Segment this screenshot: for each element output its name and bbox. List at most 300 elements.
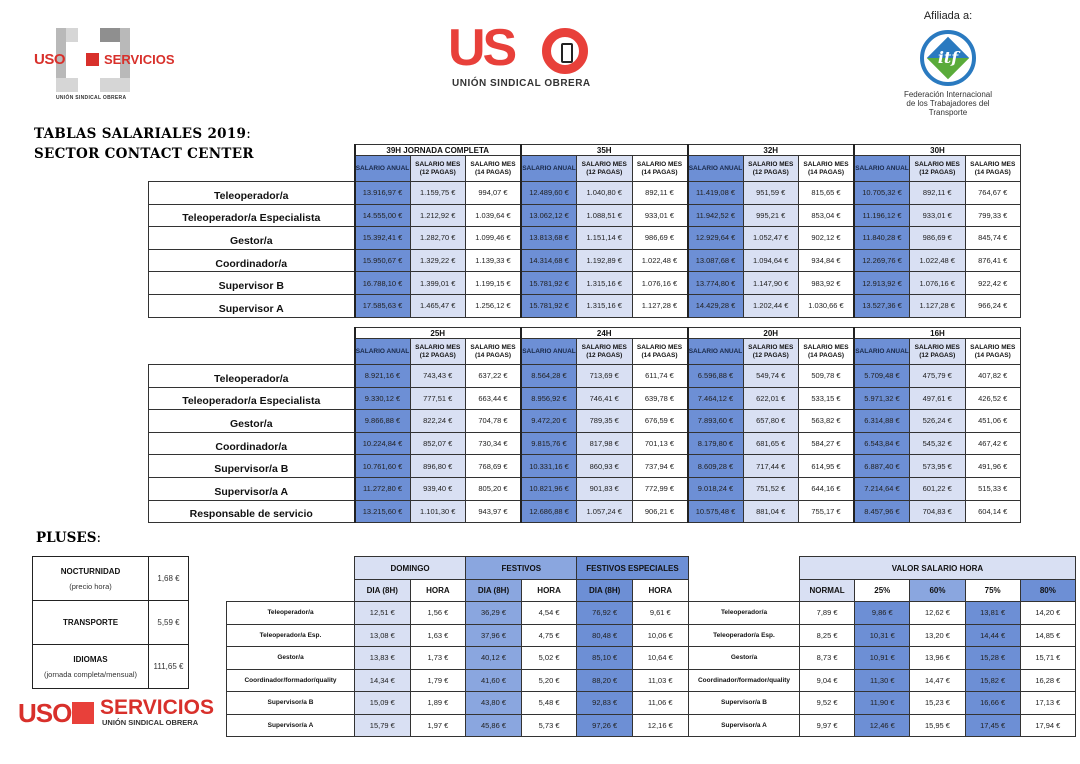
role-label: Gestor/a [227,647,355,670]
hourly-cell: 17,13 € [1020,692,1075,715]
logo-uso-wordmark: US [448,19,515,77]
logo-servicios-text: SERVICIOS [104,52,175,67]
column-header-anual: SALARIO ANUAL [521,339,577,365]
column-header-mes12: SALARIO MES (12 PAGAS) [577,156,633,182]
salary-cell: 11.942,52 € [688,204,744,227]
table-row [227,624,689,647]
column-header-anual: SALARIO ANUAL [688,339,744,365]
salary-cell: 1.076,16 € [632,272,688,295]
salary-cell: 584,27 € [799,432,855,455]
salary-cell: 14.555,00 € [355,204,411,227]
pay-cell: 40,12 € [466,647,522,670]
salary-cell: 7.214,64 € [854,477,910,500]
salary-cell: 901,83 € [577,477,633,500]
salary-cell: 906,21 € [632,500,688,523]
pay-cell: 9,61 € [632,602,688,625]
salary-cell: 10.331,16 € [521,455,577,478]
salary-cell: 737,94 € [632,455,688,478]
pay-cell: 10,06 € [632,624,688,647]
salary-cell: 611,74 € [632,365,688,388]
salary-cell: 545,32 € [910,432,966,455]
salary-cell: 845,74 € [965,227,1021,250]
uso-servicios-footer-logo [18,698,218,734]
pay-cell: 14,34 € [355,669,411,692]
salary-cell: 11.840,28 € [854,227,910,250]
column-header-mes14: SALARIO MES (14 PAGAS) [632,156,688,182]
salary-cell: 983,92 € [799,272,855,295]
salary-cell: 1.151,14 € [577,227,633,250]
hourly-cell: 15,82 € [965,669,1020,692]
pay-cell: 5,48 € [521,692,577,715]
uso-main-logo [446,19,596,92]
hourly-cell: 15,28 € [965,647,1020,670]
plus-row-transporte [33,601,189,645]
hourly-cell: 15,23 € [910,692,965,715]
group-header: 24H [521,328,688,339]
salary-cell: 15.781,92 € [521,272,577,295]
salary-cell: 853,04 € [799,204,855,227]
hourly-cell: 9,97 € [800,714,855,737]
group-header-valor-salario-hora: VALOR SALARIO HORA [800,557,1076,580]
hourly-cell: 16,66 € [965,692,1020,715]
column-header-mes14: SALARIO MES (14 PAGAS) [466,156,522,182]
salary-cell: 1.315,16 € [577,272,633,295]
salary-cell: 10.761,60 € [355,455,411,478]
title-line-1: TABLAS SALARIALES 2019 [34,126,247,142]
subheader: 80% [1020,580,1075,602]
logo-square [56,78,78,92]
salary-cell: 704,78 € [466,410,522,433]
hourly-cell: 11,90 € [855,692,910,715]
salary-cell: 995,21 € [743,204,799,227]
salary-cell: 12.913,92 € [854,272,910,295]
salary-cell: 1.399,01 € [410,272,466,295]
logo-servicios-text: SERVICIOS [100,696,214,719]
role-label: Supervisor/a B [227,692,355,715]
salary-cell: 1.159,75 € [410,182,466,205]
group-header: 39H JORNADA COMPLETA [355,145,522,156]
salary-cell: 11.272,80 € [355,477,411,500]
salary-cell: 6.543,84 € [854,432,910,455]
salary-cell: 1.099,46 € [466,227,522,250]
table-row [689,669,1076,692]
role-label: Supervisor/a A [689,714,800,737]
salary-cell: 8.457,96 € [854,500,910,523]
salary-cell: 1.199,15 € [466,272,522,295]
salary-cell: 986,69 € [632,227,688,250]
salary-cell: 902,12 € [799,227,855,250]
column-header-anual: SALARIO ANUAL [854,339,910,365]
salary-cell: 6.314,88 € [854,410,910,433]
salary-cell: 14.314,68 € [521,249,577,272]
salary-cell: 8.921,16 € [355,365,411,388]
salary-cell: 676,59 € [632,410,688,433]
pay-cell: 12,51 € [355,602,411,625]
group-header: 25H [355,328,522,339]
pay-cell: 1,79 € [410,669,466,692]
plus-row-idiomas [33,645,189,689]
subheader: 25% [855,580,910,602]
salary-cell: 639,78 € [632,387,688,410]
column-header-mes12: SALARIO MES (12 PAGAS) [743,156,799,182]
subheader: HORA [632,580,688,602]
salary-cell: 1.127,28 € [910,294,966,317]
salary-cell: 681,65 € [743,432,799,455]
salary-cell: 939,40 € [410,477,466,500]
salary-cell: 13.062,12 € [521,204,577,227]
salary-cell: 717,44 € [743,455,799,478]
salary-cell: 1.101,30 € [410,500,466,523]
salary-cell: 881,04 € [743,500,799,523]
salary-cell: 11.419,08 € [688,182,744,205]
pay-cell: 4,54 € [521,602,577,625]
group-header: 32H [688,145,855,156]
pay-cell: 1,73 € [410,647,466,670]
logo-subtitle: UNIÓN SINDICAL OBRERA [452,78,591,89]
salary-cell: 7.464,12 € [688,387,744,410]
pay-cell: 15,09 € [355,692,411,715]
table-row [689,714,1076,737]
salary-cell: 730,34 € [466,432,522,455]
subheader: HORA [521,580,577,602]
salary-cell: 8.609,28 € [688,455,744,478]
page-title: TABLAS SALARIALES 2019: SECTOR CONTACT CENTER [34,126,254,162]
pay-cell: 1,97 € [410,714,466,737]
pay-cell: 41,60 € [466,669,522,692]
salary-cell: 1.040,80 € [577,182,633,205]
salary-cell: 467,42 € [965,432,1021,455]
salary-cell: 1.192,89 € [577,249,633,272]
pay-cell: 11,06 € [632,692,688,715]
subheader: DIA (8H) [466,580,522,602]
salary-cell: 11.196,12 € [854,204,910,227]
salary-cell: 896,80 € [410,455,466,478]
salary-cell: 14.429,28 € [688,294,744,317]
salary-cell: 12.686,88 € [521,500,577,523]
role-label: Supervisor B [149,272,355,295]
subheader: 60% [910,580,965,602]
salary-cell: 817,98 € [577,432,633,455]
pay-cell: 45,86 € [466,714,522,737]
salary-cell: 13.087,68 € [688,249,744,272]
pay-cell: 1,63 € [410,624,466,647]
logo-subtitle: UNIÓN SINDICAL OBRERA [102,718,199,727]
itf-logo-icon: itf [920,30,976,86]
hourly-cell: 13,20 € [910,624,965,647]
subheader: NORMAL [800,580,855,602]
salary-cell: 1.076,16 € [910,272,966,295]
hourly-cell: 17,94 € [1020,714,1075,737]
salary-cell: 876,41 € [965,249,1021,272]
hourly-cell: 15,71 € [1020,647,1075,670]
group-header: 20H [688,328,855,339]
plus-row-nocturnidad [33,557,189,601]
pay-cell: 5,02 € [521,647,577,670]
salary-cell: 10.821,96 € [521,477,577,500]
group-header-domingo: DOMINGO [355,557,466,580]
salary-cell: 743,43 € [410,365,466,388]
salary-cell: 9.472,20 € [521,410,577,433]
hourly-cell: 9,04 € [800,669,855,692]
salary-cell: 1.052,47 € [743,227,799,250]
salary-cell: 604,14 € [965,500,1021,523]
pay-cell: 97,26 € [577,714,633,737]
salary-cell: 15.950,67 € [355,249,411,272]
role-label: Gestor/a [149,227,355,250]
salary-cell: 1.022,48 € [632,249,688,272]
salary-cell: 1.022,48 € [910,249,966,272]
role-label: Coordinador/a [149,432,355,455]
column-header-anual: SALARIO ANUAL [355,156,411,182]
salary-cell: 573,95 € [910,455,966,478]
salary-cell: 7.893,60 € [688,410,744,433]
salary-cell: 777,51 € [410,387,466,410]
subheader: 75% [965,580,1020,602]
salary-cell: 8.179,80 € [688,432,744,455]
group-header: 16H [854,328,1021,339]
group-header: 30H [854,145,1021,156]
table-row [149,477,1021,500]
salary-table-part-time [148,327,1021,523]
salary-cell: 1.057,24 € [577,500,633,523]
table-row [689,647,1076,670]
salary-cell: 614,95 € [799,455,855,478]
salary-cell: 951,59 € [743,182,799,205]
pay-cell: 76,92 € [577,602,633,625]
subheader: DIA (8H) [355,580,411,602]
table-row [149,500,1021,523]
column-header-mes14: SALARIO MES (14 PAGAS) [632,339,688,365]
salary-cell: 922,42 € [965,272,1021,295]
salary-cell: 644,16 € [799,477,855,500]
salary-cell: 5.709,48 € [854,365,910,388]
salary-cell: 10.224,84 € [355,432,411,455]
salary-cell: 1.212,92 € [410,204,466,227]
salary-cell: 12.929,64 € [688,227,744,250]
plus-value: 5,59 € [149,601,189,645]
salary-cell: 663,44 € [466,387,522,410]
uso-servicios-logo [30,28,175,104]
salary-cell: 772,99 € [632,477,688,500]
hourly-cell: 14,44 € [965,624,1020,647]
group-header: 35H [521,145,688,156]
salary-cell: 622,01 € [743,387,799,410]
pay-cell: 88,20 € [577,669,633,692]
pay-cell: 80,48 € [577,624,633,647]
salary-cell: 426,52 € [965,387,1021,410]
salary-cell: 15.392,41 € [355,227,411,250]
hourly-cell: 11,30 € [855,669,910,692]
table-row [149,204,1021,227]
salary-cell: 1.315,16 € [577,294,633,317]
column-header-mes14: SALARIO MES (14 PAGAS) [799,156,855,182]
plus-name: NOCTURNIDAD [60,566,121,576]
hourly-cell: 10,91 € [855,647,910,670]
table-row [149,249,1021,272]
salary-cell: 16.788,10 € [355,272,411,295]
salary-cell: 13.916,97 € [355,182,411,205]
role-label: Teleoperador/a Esp. [227,624,355,647]
pay-cell: 13,08 € [355,624,411,647]
hourly-cell: 8,25 € [800,624,855,647]
pay-cell: 5,20 € [521,669,577,692]
role-label: Teleoperador/a [149,365,355,388]
salary-cell: 860,93 € [577,455,633,478]
salary-cell: 1.465,47 € [410,294,466,317]
plus-note: (jornada completa/mensual) [44,669,137,679]
salary-cell: 1.256,12 € [466,294,522,317]
salary-cell: 755,17 € [799,500,855,523]
group-header-festivos: FESTIVOS [466,557,577,580]
salary-cell: 8.564,28 € [521,365,577,388]
column-header-mes12: SALARIO MES (12 PAGAS) [910,339,966,365]
salary-cell: 12.269,76 € [854,249,910,272]
itf-caption: Federación Internacional de los Trabajadores del Transporte [903,90,993,117]
column-header-mes14: SALARIO MES (14 PAGAS) [965,156,1021,182]
salary-cell: 497,61 € [910,387,966,410]
salary-cell: 713,69 € [577,365,633,388]
pay-cell: 10,64 € [632,647,688,670]
salary-cell: 13.774,80 € [688,272,744,295]
salary-table-full-time [148,144,1021,318]
pay-cell: 43,80 € [466,692,522,715]
salary-cell: 9.018,24 € [688,477,744,500]
pluses-title: PLUSES: [36,530,102,546]
plus-name: TRANSPORTE [62,618,119,627]
hourly-cell: 10,31 € [855,624,910,647]
hourly-cell: 8,73 € [800,647,855,670]
salary-cell: 746,41 € [577,387,633,410]
logo-fist-ring-icon [542,28,588,74]
column-header-mes14: SALARIO MES (14 PAGAS) [466,339,522,365]
salary-cell: 943,97 € [466,500,522,523]
table-row [689,602,1076,625]
salary-cell: 451,06 € [965,410,1021,433]
hourly-cell: 14,47 € [910,669,965,692]
role-label: Supervisor A [149,294,355,317]
column-header-anual: SALARIO ANUAL [521,156,577,182]
table-row [689,692,1076,715]
salary-cell: 764,67 € [965,182,1021,205]
role-label: Coordinador/formador/quality [227,669,355,692]
salary-cell: 1.094,64 € [743,249,799,272]
salary-cell: 789,35 € [577,410,633,433]
role-label: Coordinador/formador/quality [689,669,800,692]
hourly-cell: 7,89 € [800,602,855,625]
column-header-mes12: SALARIO MES (12 PAGAS) [410,156,466,182]
table-row [149,227,1021,250]
table-row [227,647,689,670]
salary-cell: 515,33 € [965,477,1021,500]
pluses-table [32,556,189,689]
role-label: Coordinador/a [149,249,355,272]
hourly-cell: 12,62 € [910,602,965,625]
role-label: Teleoperador/a Especialista [149,204,355,227]
pay-cell: 92,83 € [577,692,633,715]
pay-cell: 36,29 € [466,602,522,625]
hourly-cell: 14,85 € [1020,624,1075,647]
salary-cell: 15.781,92 € [521,294,577,317]
salary-cell: 491,96 € [965,455,1021,478]
salary-cell: 934,84 € [799,249,855,272]
role-label: Teleoperador/a [689,602,800,625]
pay-cell: 4,75 € [521,624,577,647]
role-label: Teleoperador/a [149,182,355,205]
hourly-cell: 15,95 € [910,714,965,737]
column-header-mes12: SALARIO MES (12 PAGAS) [410,339,466,365]
salary-cell: 13.527,36 € [854,294,910,317]
salary-cell: 933,01 € [910,204,966,227]
salary-cell: 1.282,70 € [410,227,466,250]
salary-cell: 1.139,33 € [466,249,522,272]
role-label: Teleoperador/a Especialista [149,387,355,410]
salary-cell: 701,13 € [632,432,688,455]
salary-cell: 751,52 € [743,477,799,500]
column-header-mes12: SALARIO MES (12 PAGAS) [743,339,799,365]
role-label: Responsable de servicio [149,500,355,523]
plus-value: 111,65 € [149,645,189,689]
logo-square [100,78,130,92]
salary-cell: 5.971,32 € [854,387,910,410]
table-row [149,432,1021,455]
column-header-anual: SALARIO ANUAL [355,339,411,365]
logo-uso-text: USO [34,51,66,68]
hourly-cell: 13,81 € [965,602,1020,625]
salary-cell: 1.329,22 € [410,249,466,272]
salary-cell: 994,07 € [466,182,522,205]
pay-cell: 1,89 € [410,692,466,715]
salary-cell: 1.202,44 € [743,294,799,317]
plus-name: IDIOMAS [73,654,108,664]
salary-cell: 637,22 € [466,365,522,388]
table-row [227,602,689,625]
salary-cell: 892,11 € [632,182,688,205]
salary-cell: 1.039,64 € [466,204,522,227]
salary-cell: 822,24 € [410,410,466,433]
salary-cell: 549,74 € [743,365,799,388]
table-row [149,272,1021,295]
hourly-cell: 17,45 € [965,714,1020,737]
group-header-festivos-especiales: FESTIVOS ESPECIALES [577,557,688,580]
salary-cell: 13.215,60 € [355,500,411,523]
table-row [149,365,1021,388]
affiliated-label: Afiliada a: [923,10,973,22]
salary-cell: 966,24 € [965,294,1021,317]
table-row [227,714,689,737]
salary-cell: 1.147,90 € [743,272,799,295]
pay-cell: 12,16 € [632,714,688,737]
salary-cell: 9.866,88 € [355,410,411,433]
salary-cell: 986,69 € [910,227,966,250]
column-header-mes14: SALARIO MES (14 PAGAS) [965,339,1021,365]
table-row [227,669,689,692]
pay-cell: 5,73 € [521,714,577,737]
salary-cell: 6.596,88 € [688,365,744,388]
role-label: Teleoperador/a Esp. [689,624,800,647]
salary-cell: 10.575,48 € [688,500,744,523]
hourly-rate-table [688,556,1076,737]
salary-cell: 601,22 € [910,477,966,500]
itf-affiliation [888,10,1008,120]
role-label: Teleoperador/a [227,602,355,625]
salary-cell: 407,82 € [965,365,1021,388]
salary-cell: 509,78 € [799,365,855,388]
salary-cell: 805,20 € [466,477,522,500]
salary-cell: 1.030,66 € [799,294,855,317]
column-header-anual: SALARIO ANUAL [854,156,910,182]
hourly-cell: 16,28 € [1020,669,1075,692]
hourly-cell: 9,52 € [800,692,855,715]
